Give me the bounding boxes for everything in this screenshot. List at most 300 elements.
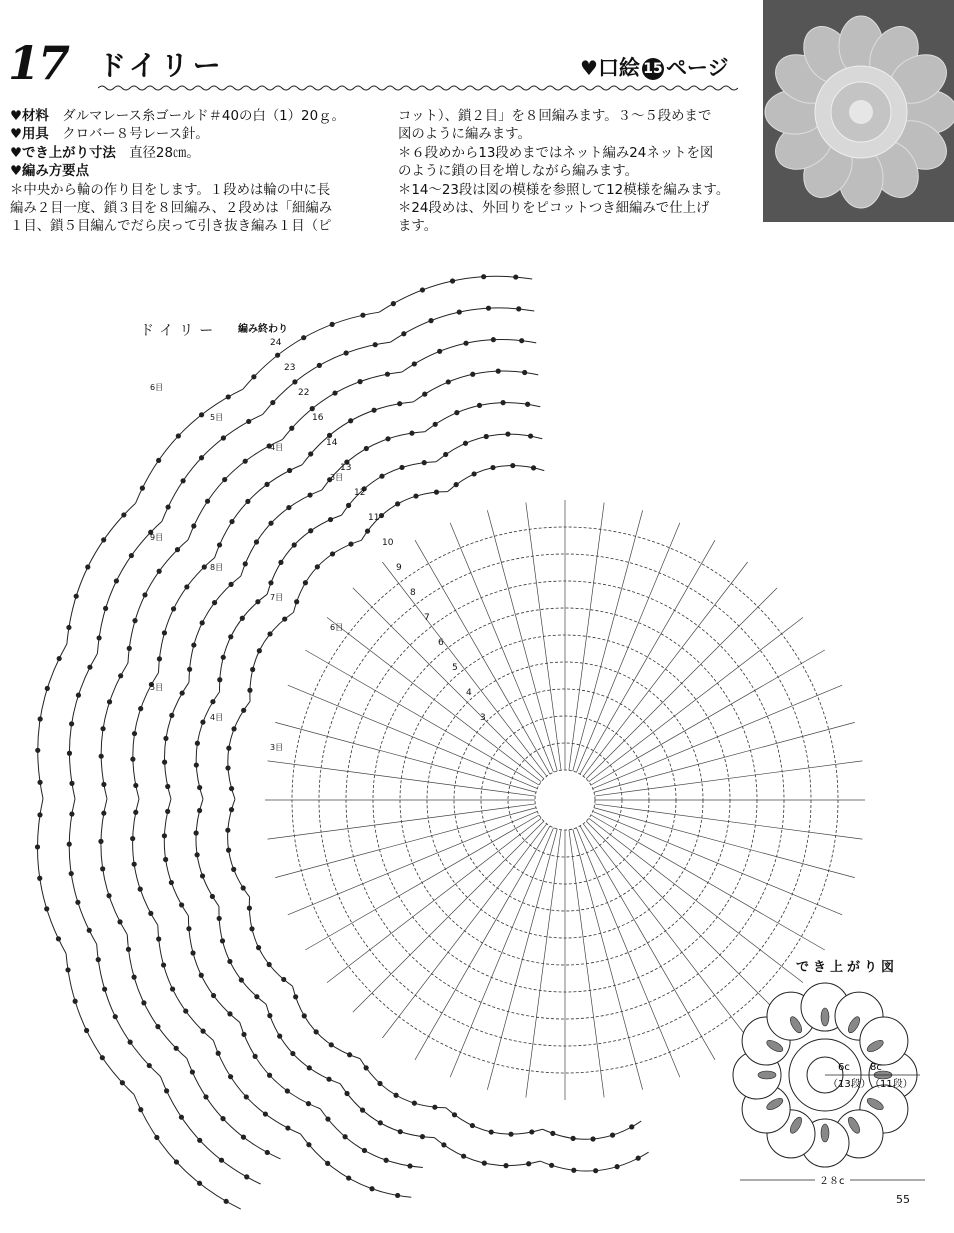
chart-picot [157, 656, 162, 661]
side-label: 8目 [210, 563, 224, 572]
chart-picot [227, 959, 232, 964]
chart-picot [385, 372, 390, 377]
finished-diagram-label: でき上がり図 [796, 960, 899, 975]
chart-scallop [436, 434, 542, 462]
chart-picot [294, 599, 299, 604]
chart-picot [217, 677, 222, 682]
chart-picot [281, 977, 286, 982]
chart-picot [180, 690, 185, 695]
chart-picot [37, 876, 42, 881]
chart-picot [157, 569, 162, 574]
chart-picot [571, 1136, 576, 1141]
chart-picot [245, 499, 250, 504]
chart-picot [243, 561, 248, 566]
chart-scallop [540, 1152, 648, 1171]
chart-picot [211, 993, 216, 998]
chart-scallop [66, 953, 134, 1094]
round-label: 13 [340, 463, 352, 473]
chart-picot [371, 408, 376, 413]
chart-scallop [164, 799, 188, 916]
chart-picot [190, 950, 195, 955]
chart-spoke [288, 685, 537, 788]
chart-picot [35, 844, 40, 849]
chart-spoke [487, 510, 557, 771]
doily-photo-graphic [763, 0, 954, 222]
chart-picot [446, 379, 451, 384]
chart-picot [96, 635, 101, 640]
chart-label: ドイリー [140, 323, 220, 339]
round-label: 24 [270, 338, 282, 348]
chart-picot [420, 287, 425, 292]
chart-picot [399, 465, 404, 470]
chart-picot [100, 726, 105, 731]
chart-picot [169, 713, 174, 718]
chart-picot [194, 830, 199, 835]
chart-scallop [38, 644, 67, 799]
round-label: 16 [312, 413, 324, 423]
chart-picot [45, 686, 50, 691]
chart-picot [393, 1093, 398, 1098]
chart-picot [357, 379, 362, 384]
info-column-right [398, 108, 753, 237]
chart-picot [37, 812, 42, 817]
chart-picot [391, 301, 396, 306]
chart-picot [190, 1069, 195, 1074]
instruction-line: ＊14～23段は図の模様を参照して12模様を編みます。 [398, 182, 730, 198]
chart-spoke [591, 650, 825, 785]
round-label: 10 [382, 538, 394, 548]
chart-picot [308, 528, 313, 533]
round-label: 12 [354, 488, 366, 498]
chart-picot [433, 422, 438, 427]
round-label: 14 [326, 438, 338, 448]
chart-picot [629, 1124, 634, 1129]
chart-picot [165, 809, 170, 814]
side-label: 5目 [150, 683, 164, 692]
chart-picot [76, 693, 81, 698]
side-label: 9目 [150, 533, 164, 542]
chart-picot [130, 757, 135, 762]
chart-picot [500, 400, 505, 405]
chart-picot [482, 1161, 487, 1166]
chart-spoke [268, 804, 536, 839]
chart-scallop [136, 389, 243, 503]
chart-picot [247, 688, 252, 693]
chart-spoke [415, 540, 550, 774]
chart-scallop [293, 986, 360, 1058]
chart-picot [302, 1013, 307, 1018]
chart-picot [102, 987, 107, 992]
chart-picot [348, 418, 353, 423]
chart-picot [138, 706, 143, 711]
chart-scallop [249, 897, 292, 986]
chart-picot [132, 618, 137, 623]
chart-picot [267, 1013, 272, 1018]
finish-label: 編み終わり [238, 324, 288, 335]
chart-picot [132, 731, 137, 736]
chart-picot [226, 394, 231, 399]
chart-picot [118, 673, 123, 678]
chart-picot [614, 1164, 619, 1169]
chart-picot [226, 746, 231, 751]
chart-spoke [573, 510, 643, 771]
diagram-inner-round: （13段） [828, 1079, 871, 1090]
round-label: 7 [424, 613, 430, 623]
materials-label: 材料 [22, 109, 49, 124]
chart-scallop [300, 1134, 411, 1197]
chart-picot [225, 765, 230, 770]
chart-picot [325, 1161, 330, 1166]
side-label: 6目 [330, 623, 344, 632]
chart-picot [162, 833, 167, 838]
chart-picot [454, 482, 459, 487]
chart-picot [98, 839, 103, 844]
round-label: 6 [438, 638, 444, 648]
chart-picot [330, 322, 335, 327]
chart-spoke [595, 761, 863, 796]
chart-picot [180, 478, 185, 483]
chart-picot [100, 866, 105, 871]
chart-picot [522, 370, 527, 375]
chart-picot [74, 594, 79, 599]
chart-scallop [188, 440, 282, 540]
chart-picot [37, 780, 42, 785]
chart-picot [131, 975, 136, 980]
chart-scallop [228, 701, 250, 799]
chart-picot [315, 564, 320, 569]
chart-scallop [160, 1076, 260, 1184]
chart-picot [228, 634, 233, 639]
chart-picot [175, 547, 180, 552]
chart-spoke [589, 818, 803, 982]
chart-picot [142, 592, 147, 597]
diagram-inner-dim: 6c [838, 1062, 850, 1073]
chart-picot [290, 1051, 295, 1056]
chart-picot [113, 1014, 118, 1019]
heart-icon: ♥ [580, 56, 598, 80]
page-number: 55 [896, 1193, 910, 1206]
chart-picot [412, 361, 417, 366]
diagram-diameter: ２８c [819, 1176, 845, 1187]
method-label: 編み方要点 [22, 164, 89, 180]
chart-picot [308, 451, 313, 456]
chart-picot [310, 406, 315, 411]
chart-picot [457, 309, 462, 314]
round-label: 9 [396, 563, 402, 573]
chart-picot [217, 916, 222, 921]
chart-picot [197, 1138, 202, 1143]
chart-picot [56, 936, 61, 941]
chart-scallop [67, 503, 136, 644]
chart-picot [278, 560, 283, 565]
chart-picot [244, 1094, 249, 1099]
diagram-leaf [821, 1008, 829, 1026]
chart-picot [254, 994, 259, 999]
chart-picot [171, 606, 176, 611]
chart-picot [441, 1142, 446, 1147]
chart-picot [148, 911, 153, 916]
instruction-line: 図のように編みます。 [398, 127, 531, 143]
chart-picot [221, 655, 226, 660]
chart-picot [165, 784, 170, 789]
chart-picot [228, 582, 233, 587]
chart-spoke [586, 588, 777, 779]
chart-picot [162, 760, 167, 765]
chart-picot [174, 1159, 179, 1164]
chart-picot [202, 564, 207, 569]
chart-picot [325, 1116, 330, 1121]
chart-picot [127, 646, 132, 651]
finished-diagram [730, 975, 940, 1190]
chart-picot [348, 541, 353, 546]
chart-spoke [268, 761, 536, 796]
side-label: 6目 [150, 383, 164, 392]
chart-picot [38, 716, 43, 721]
chart-picot [306, 1101, 311, 1106]
chart-spoke [487, 829, 557, 1090]
chart-spoke [595, 804, 863, 839]
chart-scallop [133, 799, 158, 925]
diagram-leaf [758, 1071, 776, 1079]
instruction-line: １目、鎖５目編んでだら戻って引き抜き編み１目（ピ [10, 219, 332, 235]
chart-picot [593, 1168, 598, 1173]
chart-picot [463, 441, 468, 446]
chart-picot [307, 492, 312, 497]
instruction-line: 編み２目一度、鎖３目を８回編み、２段めは「細編み [10, 200, 333, 216]
chart-scallop [69, 799, 96, 944]
diagram-outer-dim: 8c [870, 1062, 882, 1073]
chart-scallop [97, 944, 161, 1076]
chart-scallop [402, 339, 536, 372]
chart-picot [384, 1158, 389, 1163]
instruction-line: ＊24段めは、外回りをピコットつき細編みで仕上げ [398, 200, 710, 216]
chart-scallop [446, 1108, 543, 1134]
chart-picot [147, 1063, 152, 1068]
chart-picot [35, 748, 40, 753]
materials-value: ダルマレース糸ゴールド＃40の白（1）20ｇ。 [62, 109, 345, 124]
chart-scallop [360, 1059, 446, 1108]
chart-picot [525, 402, 530, 407]
chart-scallop [38, 799, 67, 954]
chart-picot [275, 353, 280, 358]
chart-picot [257, 648, 262, 653]
round-label: 22 [298, 388, 310, 398]
chart-picot [434, 490, 439, 495]
chart-picot [636, 1156, 641, 1161]
chart-picot [216, 1051, 221, 1056]
chart-picot [67, 842, 72, 847]
chart-picot [267, 631, 272, 636]
chart-picot [106, 893, 111, 898]
chart-picot [44, 906, 49, 911]
chart-picot [156, 458, 161, 463]
chart-picot [286, 505, 291, 510]
chart-picot [590, 1136, 595, 1141]
chart-picot [169, 880, 174, 885]
chart-picot [176, 433, 181, 438]
chart-picot [471, 471, 476, 476]
chart-picot [285, 1125, 290, 1130]
chart-spoke [580, 540, 715, 774]
tools-label: 用具 [22, 127, 49, 143]
chart-picot [443, 452, 448, 457]
chart-picot [263, 1111, 268, 1116]
chart-picot [268, 521, 273, 526]
chart-picot [369, 1186, 374, 1191]
chart-picot [231, 726, 236, 731]
chart-picot [461, 1154, 466, 1159]
chart-scallop [434, 1138, 540, 1166]
chart-picot [267, 962, 272, 967]
chart-spoke [593, 685, 842, 788]
chart-picot [228, 1074, 233, 1079]
instruction-line: ます。 [398, 219, 438, 235]
chart-picot [132, 862, 137, 867]
chart-scallop [188, 916, 239, 1022]
chart-picot [200, 1029, 205, 1034]
chart-picot [571, 1168, 576, 1173]
chart-picot [87, 928, 92, 933]
chart-scallop [228, 799, 250, 897]
chart-picot [531, 465, 536, 470]
chart-picot [100, 1055, 105, 1060]
chart-picot [155, 1024, 160, 1029]
chart-scallop [340, 1084, 434, 1138]
chart-picot [133, 810, 138, 815]
heart-icon: ♥ [10, 145, 23, 161]
diagram-petal [860, 1017, 908, 1065]
side-label: 3目 [270, 743, 284, 752]
chart-picot [85, 564, 90, 569]
chart-picot [220, 938, 225, 943]
photo-ref-prefix: 口絵 [597, 56, 640, 80]
chart-picot [199, 455, 204, 460]
chart-picot [255, 599, 260, 604]
chart-picot [138, 887, 143, 892]
chart-picot [519, 338, 524, 343]
diagram-leaf [821, 1124, 829, 1142]
chart-picot [379, 474, 384, 479]
chart-picot [200, 720, 205, 725]
chart-picot [210, 894, 215, 899]
chart-picot [200, 873, 205, 878]
chart-picot [397, 401, 402, 406]
chart-picot [395, 501, 400, 506]
chart-picot [360, 313, 365, 318]
chart-picot [409, 431, 414, 436]
chart-picot [347, 1052, 352, 1057]
round-label: 23 [284, 363, 296, 373]
chart-picot [513, 274, 518, 279]
chart-spoke [526, 830, 561, 1098]
chart-picot [450, 278, 455, 283]
chart-picot [510, 463, 515, 468]
chart-picot [114, 578, 119, 583]
chart-spoke [573, 829, 643, 1090]
chart-picot [179, 1115, 184, 1120]
chart-picot [282, 616, 287, 621]
side-label: 3目 [330, 473, 344, 482]
chart-picot [470, 1123, 475, 1128]
photo-ref-suffix: ページ [665, 56, 729, 80]
round-label: 8 [410, 588, 416, 598]
chart-picot [69, 811, 74, 816]
chart-picot [373, 342, 378, 347]
round-label: 4 [466, 688, 472, 698]
chart-picot [225, 828, 230, 833]
chart-picot [277, 1034, 282, 1039]
chart-picot [87, 665, 92, 670]
chart-picot [247, 906, 252, 911]
chart-spoke [275, 808, 536, 878]
chart-picot [526, 1161, 531, 1166]
chart-picot [174, 1046, 179, 1051]
chart-scallop [127, 935, 187, 1059]
chart-spoke [353, 588, 544, 779]
heart-icon: ♥ [10, 109, 23, 124]
chart-picot [550, 1131, 555, 1136]
chart-picot [241, 1032, 246, 1037]
chart-picot [250, 667, 255, 672]
side-label: 5目 [210, 413, 224, 422]
chart-picot [289, 426, 294, 431]
chart-spoke [353, 821, 544, 1012]
diagram-outer-round: （11段） [870, 1079, 913, 1090]
chart-picot [249, 926, 254, 931]
chart-picot [470, 372, 475, 377]
chart-scallop [220, 594, 268, 692]
chart-picot [529, 1129, 534, 1134]
chart-picot [117, 919, 122, 924]
chart-picot [328, 517, 333, 522]
chart-spoke [305, 815, 539, 950]
chart-picot [265, 1150, 270, 1155]
chart-picot [199, 973, 204, 978]
chart-picot [240, 616, 245, 621]
chart-picot [508, 1132, 513, 1137]
chart-picot [229, 807, 234, 812]
chart-picot [360, 1108, 365, 1113]
chart-scallop [101, 663, 128, 799]
method-line [10, 163, 380, 181]
chart-picot [101, 537, 106, 542]
chart-spoke [594, 808, 855, 878]
chart-picot [344, 1091, 349, 1096]
chart-spoke [576, 523, 679, 772]
chart-picot [378, 1120, 383, 1125]
chart-spoke [580, 826, 715, 1060]
chart-spoke [526, 503, 561, 771]
chart-picot [420, 1134, 425, 1139]
size-label: でき上がり寸法 [22, 145, 116, 161]
chart-picot [128, 1040, 133, 1045]
chart-picot [385, 436, 390, 441]
chart-picot [610, 1133, 615, 1138]
chart-picot [332, 390, 337, 395]
chart-scallop [213, 1040, 300, 1133]
pattern-number: 17 [8, 36, 69, 90]
chart-picot [285, 1088, 290, 1093]
chart-picot [241, 1135, 246, 1140]
chart-scallop [165, 682, 190, 799]
chart-picot [75, 900, 80, 905]
chart-picot [484, 434, 489, 439]
chart-picot [179, 902, 184, 907]
chart-picot [490, 465, 495, 470]
chart-picot [254, 539, 259, 544]
chart-picot [163, 736, 168, 741]
chart-picot [496, 369, 501, 374]
